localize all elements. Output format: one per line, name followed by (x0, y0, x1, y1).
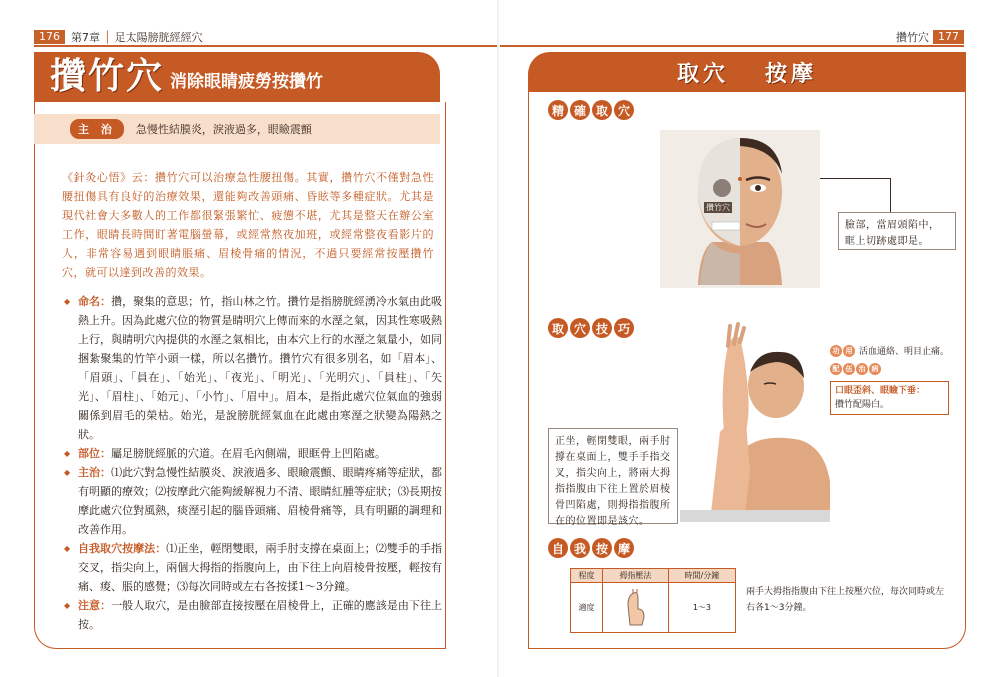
effects-panel (830, 344, 949, 415)
running-head (34, 30, 203, 44)
indication-bar (34, 114, 440, 144)
section-char: 取 (548, 318, 568, 338)
item-label: 命名： (78, 295, 112, 308)
title-banner (528, 52, 966, 92)
head-separator: │ (104, 30, 111, 44)
intro-quote: 《針灸心悟》云：攢竹穴可以治療急性腰扭傷。其實，攢竹穴不僅對急性腰扭傷具有良好的治療效果，還能夠改善頭痛、昏眩等多種症狀。尤其是現代社會大多數人的工作都很緊張繁忙、疲憊不堪，尤其是整天在辦公室工作，眼睛長時間盯著電腦螢幕，或經常熬夜加班，或經常整夜看影片的人，非常容易遇到眼睛脹痛、眉棱骨痛的情況，不過只要經常按壓攢竹穴，就可以達到改善的效果。 (62, 171, 434, 279)
table-header: 時間/分鐘 (668, 569, 735, 583)
chip-char: 治 (856, 363, 868, 375)
chip-char: 伍 (843, 363, 855, 375)
combination-chip (830, 363, 881, 375)
banner-right: 按摩 (765, 60, 818, 87)
section-self-massage (548, 538, 634, 558)
table-row (571, 583, 736, 633)
detail-list (66, 292, 442, 634)
massage-instruction: 兩手大拇指指腹由下往上按壓穴位，每次同時或左右各1～3分鐘。 (746, 587, 945, 613)
acupoint-title: 攢竹穴 (50, 55, 165, 97)
section-char: 取 (592, 100, 612, 120)
item-text: 屬足膀胱經脈的穴道。在眉毛內側端，眼眶骨上凹陷處。 (111, 447, 386, 460)
list-item (66, 292, 442, 444)
header-rule (34, 45, 500, 47)
chapter-number: 第7章 (71, 31, 100, 44)
list-item (66, 539, 442, 596)
posture-illustration (680, 322, 830, 522)
chip-char: 配 (830, 363, 842, 375)
right-page (500, 0, 1000, 677)
combination-box (830, 381, 949, 415)
effect-function (830, 344, 949, 357)
section-precise-location (548, 100, 634, 120)
effect-combination (830, 363, 949, 375)
list-item (66, 596, 442, 634)
acupoint-subtitle: 消除眼睛疲勞按攢竹 (170, 72, 324, 92)
item-label: 主治： (78, 466, 112, 479)
indication-text: 急慢性結膜炎，淚液過多，眼瞼震顫 (135, 123, 312, 136)
section-char: 巧 (614, 318, 634, 338)
thumb-press-cell (602, 583, 668, 633)
point-label: 攢竹穴 (706, 203, 730, 212)
leader-line (890, 178, 891, 212)
item-text: ⑴此穴對急慢性結膜炎、淚液過多、眼瞼震顫、眼睛疼痛等症狀，都有明顯的療效；⑵按摩此穴能夠緩解視力不清、眼睛紅腫等症狀；⑶長期按摩此處穴位對風熱，痰溼引起的腦昏頭痛、眉棱骨痛等，具有明顯的調理和改善作用。 (78, 466, 442, 536)
chip-char: 病 (869, 363, 881, 375)
title-banner (34, 52, 440, 102)
section-char: 自 (548, 538, 568, 558)
combination-line2: 攢竹配陽白。 (835, 400, 890, 410)
page-number: 177 (933, 30, 964, 44)
thumb-press-icon (618, 587, 652, 627)
chapter-title: 足太陽膀胱經經穴 (114, 31, 203, 44)
leader-line (820, 178, 890, 179)
posture-note: 正坐，輕閉雙眼，兩手肘撐在桌面上，雙手手指交叉，指尖向上，將兩大拇指指腹由下往上置於眉棱骨凹陷處，則拇指指腹所在的位置即是該穴。 (548, 428, 678, 524)
running-head (896, 30, 964, 44)
item-label: 自我取穴按摩法： (78, 542, 167, 555)
section-char: 穴 (570, 318, 590, 338)
indication-tag: 主 治 (70, 119, 124, 139)
table-header: 程度 (571, 569, 603, 583)
banner-left: 取穴 (676, 60, 729, 87)
table-cell: 適度 (571, 583, 603, 633)
section-char: 確 (570, 100, 590, 120)
massage-table (570, 568, 736, 633)
section-char: 精 (548, 100, 568, 120)
chip-char: 功 (830, 345, 842, 357)
list-item (66, 463, 442, 539)
skull-face-icon (660, 130, 820, 288)
item-label: 注意： (78, 599, 112, 612)
header-rule (500, 45, 964, 47)
item-text: ⑴正坐，輕閉雙眼，兩手肘支撐在桌面上；⑵雙手的手指交叉，指尖向上，兩個大拇指的指腹向上，由下往上向眉棱骨按壓，輕按有痛、痠、脹的感覺；⑶每次同時或左右各按揉1～3分鐘。 (78, 542, 442, 593)
table-header: 拇指壓法 (602, 569, 668, 583)
face-illustration (660, 130, 820, 288)
section-location-tips (548, 318, 634, 338)
page-number: 176 (34, 30, 65, 44)
running-title: 攢竹穴 (896, 31, 929, 44)
item-text: 攢，聚集的意思；竹，指山林之竹。攢竹是指膀胱經湧冷水氣由此吸熱上升。因為此處穴位的物質是睛明穴上傳而來的水溼之氣，因其性寒吸熱上行，與睛明穴內提供的水溼之氣相比，由本穴上行的水溼之氣量小，如同捆紮聚集的竹竿小頭一樣，所以名攢竹。攢竹穴有很多別名，如「眉本」、「眉頭」、「員在」、「始光」、「夜光」、「明光」、「光明穴」、「員柱」、「矢光」、「眉柱」、「始元」、「小竹」、「眉中」。眉本，是指此處穴位氣血的強弱關係到眉毛的榮枯。始光，是說膀胱經氣血在此處由寒溼之狀變為陽熱之狀。 (78, 295, 442, 441)
section-char: 技 (592, 318, 612, 338)
section-char: 我 (570, 538, 590, 558)
location-note: 臉部，當眉頭陷中，眶上切跡處即是。 (838, 212, 956, 250)
item-label: 部位： (78, 447, 111, 460)
table-header-row (571, 569, 736, 583)
seated-person-icon (680, 322, 830, 522)
function-text: 活血通絡、明目止痛。 (859, 347, 950, 357)
section-char: 穴 (614, 100, 634, 120)
item-text: 一般人取穴，是由臉部直接按壓在眉棱骨上，正確的應該是由下往上按。 (78, 599, 442, 631)
list-item (66, 444, 442, 463)
combination-line1: 口眼歪斜、眼瞼下垂： (835, 386, 926, 396)
function-chip (830, 345, 855, 357)
section-char: 摩 (614, 538, 634, 558)
chip-char: 用 (843, 345, 855, 357)
section-char: 按 (592, 538, 612, 558)
table-cell: 1～3 (668, 583, 735, 633)
